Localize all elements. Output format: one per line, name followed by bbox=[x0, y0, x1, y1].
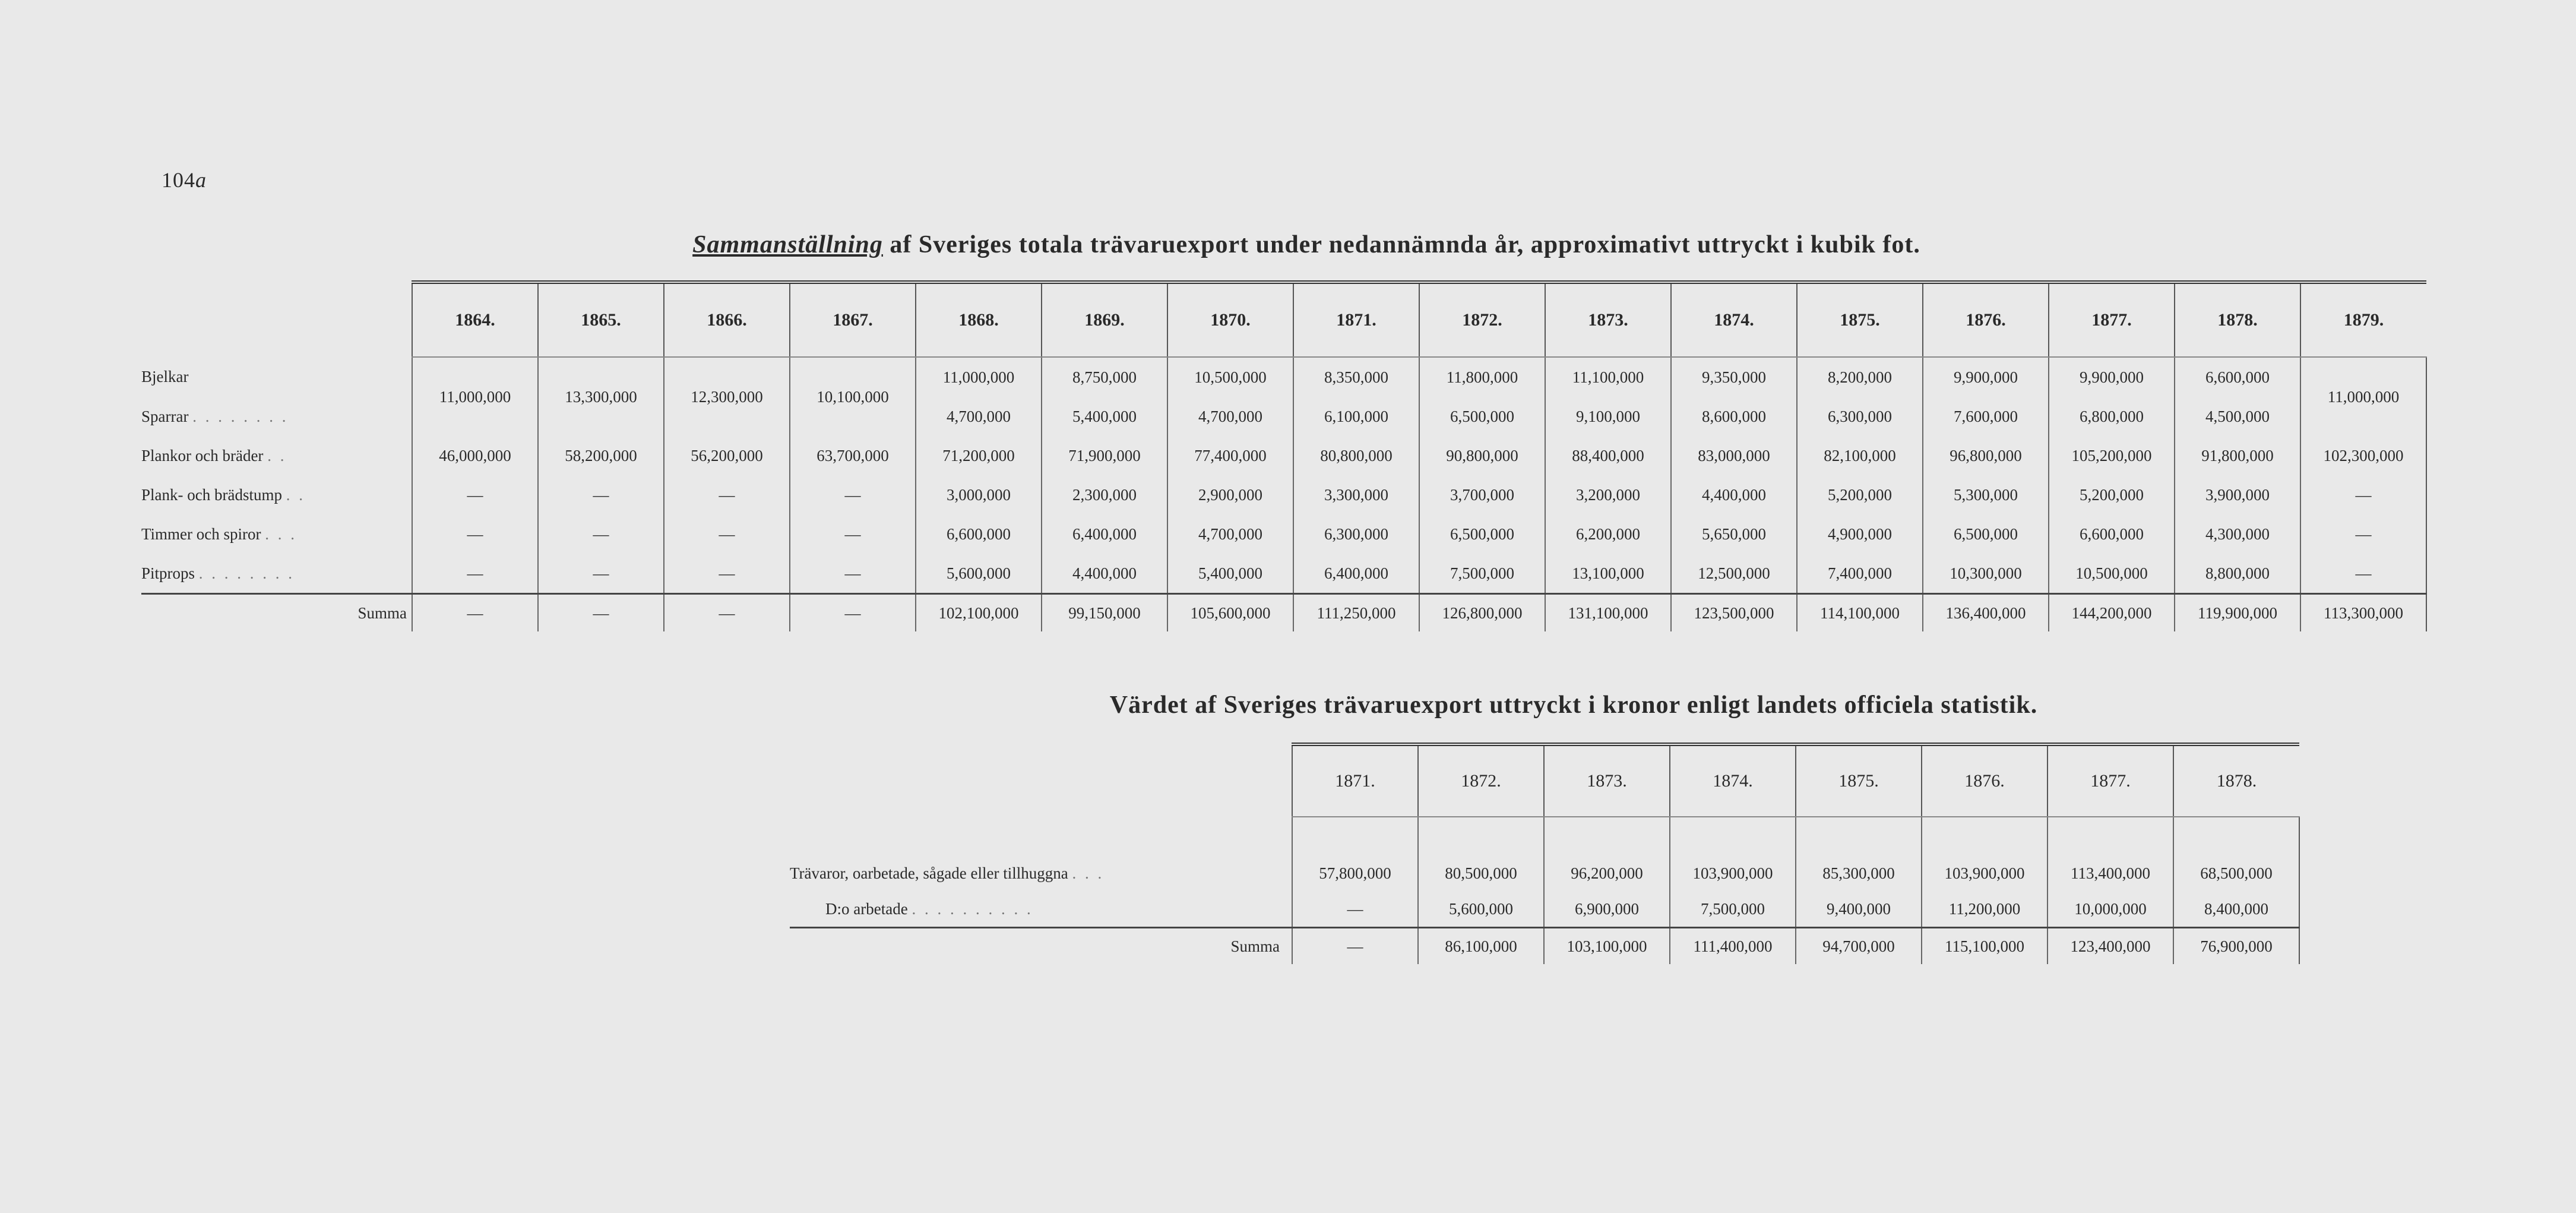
plank-stump-label: Plank- och brädstump bbox=[141, 485, 282, 504]
table-cell: 9,350,000 bbox=[1671, 357, 1797, 397]
table-row-worked bbox=[790, 891, 2299, 928]
table-cell: 144,200,000 bbox=[2049, 594, 2175, 632]
table-cell: 71,900,000 bbox=[1042, 436, 1167, 475]
table-cell: — bbox=[790, 475, 916, 514]
table-cell: 102,300,000 bbox=[2300, 436, 2426, 475]
table-cell: 5,600,000 bbox=[916, 554, 1042, 594]
table-cell: 5,600,000 bbox=[1418, 891, 1544, 928]
table-cell: 10,500,000 bbox=[1167, 357, 1293, 397]
table-cell: 94,700,000 bbox=[1796, 928, 1922, 965]
table-cell: 85,300,000 bbox=[1796, 855, 1922, 891]
year-header: 1869. bbox=[1042, 282, 1167, 357]
table-cell: 56,200,000 bbox=[664, 436, 790, 475]
row-label-sparrar: Sparrar . . . . . . . . bbox=[141, 407, 289, 425]
table1-title-lead: Sammanställning bbox=[692, 231, 883, 258]
unworked-label: Trävaror, oarbetade, sågade eller tillhuggna bbox=[790, 864, 1068, 882]
spacer-cell bbox=[1418, 817, 1544, 855]
spacer-cell bbox=[1796, 817, 1922, 855]
year-header: 1868. bbox=[916, 282, 1042, 357]
year-header: 1871. bbox=[1292, 744, 1418, 817]
table-cell: 6,800,000 bbox=[2049, 397, 2175, 436]
table-cell: 113,400,000 bbox=[2047, 855, 2173, 891]
table-cell: — bbox=[790, 594, 916, 632]
table-cell: — bbox=[412, 514, 538, 554]
table-cell: 8,800,000 bbox=[2175, 554, 2300, 594]
table-cell: 111,400,000 bbox=[1670, 928, 1796, 965]
table-cell: 9,900,000 bbox=[2049, 357, 2175, 397]
table-cell: 7,400,000 bbox=[1797, 554, 1923, 594]
table-cell: 12,300,000 bbox=[664, 357, 790, 436]
table-cell: 80,800,000 bbox=[1293, 436, 1419, 475]
spacer-cell bbox=[2047, 817, 2173, 855]
table-cell: 11,000,000 bbox=[2300, 357, 2426, 436]
table-cell: 6,400,000 bbox=[1042, 514, 1167, 554]
timmer-label: Timmer och spiror bbox=[141, 525, 261, 543]
table-cell: 5,200,000 bbox=[1797, 475, 1923, 514]
summa-label: Summa bbox=[141, 594, 412, 632]
table-cell: 4,300,000 bbox=[2175, 514, 2300, 554]
table-cell: — bbox=[1292, 928, 1418, 965]
table-cell: — bbox=[664, 514, 790, 554]
table-cell: 4,700,000 bbox=[1167, 514, 1293, 554]
year-header: 1876. bbox=[1922, 744, 2047, 817]
table-cell: 5,650,000 bbox=[1671, 514, 1797, 554]
table-cell: 103,100,000 bbox=[1544, 928, 1670, 965]
table-cell: 9,100,000 bbox=[1545, 397, 1671, 436]
table-row-pitprops bbox=[141, 554, 2426, 594]
table-cell: 10,500,000 bbox=[2049, 554, 2175, 594]
table-cell: 11,100,000 bbox=[1545, 357, 1671, 397]
page-number bbox=[162, 168, 207, 192]
table-cell: 105,200,000 bbox=[2049, 436, 2175, 475]
table-cell: 5,300,000 bbox=[1923, 475, 2049, 514]
table-cell: 6,600,000 bbox=[2049, 514, 2175, 554]
row-label-pitprops: Pitprops . . . . . . . . bbox=[141, 564, 295, 582]
table-row-summa bbox=[141, 594, 2426, 632]
table-cell: 6,900,000 bbox=[1544, 891, 1670, 928]
spacer-row bbox=[790, 817, 2299, 855]
table-cell: 6,300,000 bbox=[1293, 514, 1419, 554]
table-cell: 3,300,000 bbox=[1293, 475, 1419, 514]
sparrar-label: Sparrar bbox=[141, 407, 189, 425]
table-cell: 111,250,000 bbox=[1293, 594, 1419, 632]
table-cell: 3,200,000 bbox=[1545, 475, 1671, 514]
year-header: 1870. bbox=[1167, 282, 1293, 357]
export-volume-table bbox=[141, 280, 2427, 631]
table-row-timmer bbox=[141, 514, 2426, 554]
spacer-cell bbox=[2173, 817, 2299, 855]
table-cell: 113,300,000 bbox=[2300, 594, 2426, 632]
table-cell: 6,300,000 bbox=[1797, 397, 1923, 436]
table-cell: 11,000,000 bbox=[916, 357, 1042, 397]
year-header: 1864. bbox=[412, 282, 538, 357]
table-cell: 88,400,000 bbox=[1545, 436, 1671, 475]
table-cell: — bbox=[664, 594, 790, 632]
spacer-cell bbox=[1544, 817, 1670, 855]
row-label-bjelkar bbox=[141, 357, 412, 397]
table-cell: 9,900,000 bbox=[1923, 357, 2049, 397]
row-label-unworked: Trävaror, oarbetade, sågade eller tillhuggna . . . bbox=[790, 864, 1105, 882]
year-header: 1878. bbox=[2173, 744, 2299, 817]
table-cell: 7,500,000 bbox=[1670, 891, 1796, 928]
table-cell: 3,900,000 bbox=[2175, 475, 2300, 514]
table-cell: — bbox=[664, 475, 790, 514]
table-cell: 123,400,000 bbox=[2047, 928, 2173, 965]
table-cell: 6,200,000 bbox=[1545, 514, 1671, 554]
table1-title-rest: af Sveriges totala trävaruexport under nedannämnda år, approximativt uttryckt i kubik fot. bbox=[882, 231, 1920, 258]
table-cell: 13,300,000 bbox=[538, 357, 664, 436]
table-cell: 3,700,000 bbox=[1419, 475, 1545, 514]
table-cell: 4,400,000 bbox=[1042, 554, 1167, 594]
table-cell: 8,400,000 bbox=[2173, 891, 2299, 928]
table-cell: 123,500,000 bbox=[1671, 594, 1797, 632]
year-header: 1877. bbox=[2049, 282, 2175, 357]
table-cell: 115,100,000 bbox=[1922, 928, 2047, 965]
year-header: 1872. bbox=[1418, 744, 1544, 817]
year-header: 1875. bbox=[1796, 744, 1922, 817]
table-row-bjelkar bbox=[141, 357, 2426, 397]
table-cell: 103,900,000 bbox=[1670, 855, 1796, 891]
year-header: 1872. bbox=[1419, 282, 1545, 357]
table-cell: 105,600,000 bbox=[1167, 594, 1293, 632]
table-cell: 103,900,000 bbox=[1922, 855, 2047, 891]
table-cell: 80,500,000 bbox=[1418, 855, 1544, 891]
table-cell: 6,600,000 bbox=[2175, 357, 2300, 397]
table-cell: — bbox=[2300, 475, 2426, 514]
table-cell: 4,900,000 bbox=[1797, 514, 1923, 554]
row-label-plankor: Plankor och bräder . . bbox=[141, 446, 287, 465]
table-cell: 86,100,000 bbox=[1418, 928, 1544, 965]
table-cell: 6,500,000 bbox=[1419, 514, 1545, 554]
table-cell: 7,500,000 bbox=[1419, 554, 1545, 594]
table-cell: — bbox=[1292, 891, 1418, 928]
table-cell: 8,200,000 bbox=[1797, 357, 1923, 397]
year-header: 1878. bbox=[2175, 282, 2300, 357]
table-cell: 83,000,000 bbox=[1671, 436, 1797, 475]
header-corner bbox=[790, 744, 1292, 817]
table-cell: — bbox=[790, 554, 916, 594]
table-cell: 82,100,000 bbox=[1797, 436, 1923, 475]
table-cell: 68,500,000 bbox=[2173, 855, 2299, 891]
table-cell: 4,700,000 bbox=[916, 397, 1042, 436]
table-cell: — bbox=[790, 514, 916, 554]
table-cell: 71,200,000 bbox=[916, 436, 1042, 475]
table-cell: 6,500,000 bbox=[1923, 514, 2049, 554]
table-cell: 2,900,000 bbox=[1167, 475, 1293, 514]
table-cell: 6,500,000 bbox=[1419, 397, 1545, 436]
table-cell: — bbox=[664, 554, 790, 594]
year-header: 1867. bbox=[790, 282, 916, 357]
table-row-unworked bbox=[790, 855, 2299, 891]
year-header: 1866. bbox=[664, 282, 790, 357]
spacer-cell bbox=[1922, 817, 2047, 855]
table-cell: — bbox=[412, 594, 538, 632]
table-cell: 11,800,000 bbox=[1419, 357, 1545, 397]
table-cell: 90,800,000 bbox=[1419, 436, 1545, 475]
table-cell: 63,700,000 bbox=[790, 436, 916, 475]
table-cell: 57,800,000 bbox=[1292, 855, 1418, 891]
table-cell: 6,100,000 bbox=[1293, 397, 1419, 436]
table-cell: 10,300,000 bbox=[1923, 554, 2049, 594]
table-cell: 91,800,000 bbox=[2175, 436, 2300, 475]
year-header: 1874. bbox=[1671, 282, 1797, 357]
year-header: 1875. bbox=[1797, 282, 1923, 357]
table-cell: 5,200,000 bbox=[2049, 475, 2175, 514]
table-cell: 102,100,000 bbox=[916, 594, 1042, 632]
row-label-timmer: Timmer och spiror . . . bbox=[141, 525, 297, 543]
spacer-cell bbox=[790, 817, 1292, 855]
year-header: 1876. bbox=[1923, 282, 2049, 357]
year-header: 1873. bbox=[1544, 744, 1670, 817]
table-row-plankor bbox=[141, 436, 2426, 475]
table-cell: 10,000,000 bbox=[2047, 891, 2173, 928]
table-cell: 126,800,000 bbox=[1419, 594, 1545, 632]
header-corner bbox=[141, 282, 412, 357]
table-cell: 4,500,000 bbox=[2175, 397, 2300, 436]
table-row-summa bbox=[790, 928, 2299, 965]
table-cell: 4,700,000 bbox=[1167, 397, 1293, 436]
table-cell: 131,100,000 bbox=[1545, 594, 1671, 632]
page-number-suffix: a bbox=[195, 168, 207, 192]
year-header-row bbox=[141, 282, 2426, 357]
year-header: 1871. bbox=[1293, 282, 1419, 357]
year-header: 1873. bbox=[1545, 282, 1671, 357]
table-row-plank-stump bbox=[141, 475, 2426, 514]
table-cell: 8,600,000 bbox=[1671, 397, 1797, 436]
spacer-cell bbox=[1292, 817, 1418, 855]
year-header: 1865. bbox=[538, 282, 664, 357]
table-cell: 46,000,000 bbox=[412, 436, 538, 475]
table-cell: 96,800,000 bbox=[1923, 436, 2049, 475]
table-cell: — bbox=[538, 594, 664, 632]
table-cell: 114,100,000 bbox=[1797, 594, 1923, 632]
table-cell: — bbox=[538, 514, 664, 554]
pitprops-label: Pitprops bbox=[141, 564, 195, 582]
table-cell: — bbox=[2300, 514, 2426, 554]
year-header-row bbox=[790, 744, 2299, 817]
table-cell: 7,600,000 bbox=[1923, 397, 2049, 436]
table-cell: 6,600,000 bbox=[916, 514, 1042, 554]
table-cell: 58,200,000 bbox=[538, 436, 664, 475]
table-cell: 3,000,000 bbox=[916, 475, 1042, 514]
table-cell: — bbox=[412, 475, 538, 514]
table-cell: 13,100,000 bbox=[1545, 554, 1671, 594]
table-cell: — bbox=[2300, 554, 2426, 594]
table1-title bbox=[404, 230, 2209, 259]
year-header: 1877. bbox=[2047, 744, 2173, 817]
row-label-plank-stump: Plank- och brädstump . . bbox=[141, 485, 305, 504]
page-number-value: 104 bbox=[162, 168, 195, 192]
spacer-cell bbox=[1670, 817, 1796, 855]
table-cell: 5,400,000 bbox=[1042, 397, 1167, 436]
table-cell: 11,200,000 bbox=[1922, 891, 2047, 928]
row-label-worked: D:o arbetade . . . . . . . . . . bbox=[825, 899, 1033, 918]
table-cell: 4,400,000 bbox=[1671, 475, 1797, 514]
table2-title: Värdet af Sveriges trävaruexport uttryckt i kronor enligt landets officiela statistik. bbox=[1109, 691, 2038, 719]
table-cell: 2,300,000 bbox=[1042, 475, 1167, 514]
plankor-label: Plankor och bräder bbox=[141, 446, 264, 465]
table-cell: 136,400,000 bbox=[1923, 594, 2049, 632]
table-cell: 119,900,000 bbox=[2175, 594, 2300, 632]
table-cell: 8,750,000 bbox=[1042, 357, 1167, 397]
table-cell: — bbox=[412, 554, 538, 594]
table-cell: 11,000,000 bbox=[412, 357, 538, 436]
table-cell: 6,400,000 bbox=[1293, 554, 1419, 594]
table-cell: 77,400,000 bbox=[1167, 436, 1293, 475]
summa-label: Summa bbox=[790, 928, 1292, 965]
worked-label: D:o arbetade bbox=[825, 899, 908, 918]
table-cell: 12,500,000 bbox=[1671, 554, 1797, 594]
table-cell: 5,400,000 bbox=[1167, 554, 1293, 594]
table-cell: 8,350,000 bbox=[1293, 357, 1419, 397]
table-cell: 96,200,000 bbox=[1544, 855, 1670, 891]
table-cell: — bbox=[538, 554, 664, 594]
table-cell: 9,400,000 bbox=[1796, 891, 1922, 928]
table-cell: 76,900,000 bbox=[2173, 928, 2299, 965]
export-value-table bbox=[790, 743, 2300, 964]
table-cell: 10,100,000 bbox=[790, 357, 916, 436]
year-header: 1874. bbox=[1670, 744, 1796, 817]
table-cell: 99,150,000 bbox=[1042, 594, 1167, 632]
year-header: 1879. bbox=[2300, 282, 2426, 357]
bjelkar-label: Bjelkar bbox=[141, 368, 189, 386]
table-cell: — bbox=[538, 475, 664, 514]
